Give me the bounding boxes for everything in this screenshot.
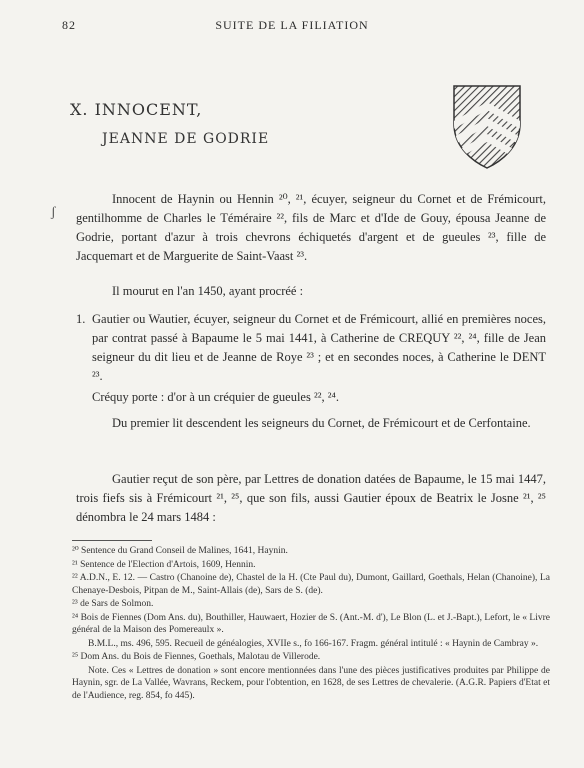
footnote: ²⁰ Sentence du Grand Conseil de Malines, 1641, Haynin. — [72, 546, 288, 556]
paragraph-1: Innocent de Haynin ou Hennin ²⁰, ²¹, écuyer, seigneur du Cornet et de Frémicourt, gentilhomme de Charles le Téméraire ²², fils de Marc et d'Ide de Gouy, épousa Jeanne de Godrie, portant d'azur à trois chevrons échiquetés d'argent et de gueules ²³, fille de Jacquemart et de Marguerite de Saint-Vaast ²³. — [76, 192, 546, 263]
footnotes — [72, 545, 550, 703]
footnote-rule — [72, 540, 152, 541]
footnote: ²³ de Sars de Solmon. — [72, 599, 154, 609]
list-item — [76, 310, 546, 407]
title-line-2: JEANNE DE GODRIE — [102, 131, 270, 147]
footnote-note: Note. Ces « Lettres de donation » sont encore mentionnées dans l'une des pièces justificatives produites par Philippe de Haynin, sgr. de La Vallée, Wavrans, Reckem, pour l'obtention, en 1628, de ses Lettres de chevalerie. (A.G.R. Papiers d'Etat et de l'Audience, reg. 854, fo 445). — [72, 665, 550, 701]
list-item-blazon: Créquy porte : d'or à un créquier de gueules ²², ²⁴. — [92, 390, 339, 404]
chapter-title — [70, 100, 269, 147]
page-header — [0, 18, 584, 38]
footnote: ²² A.D.N., E. 12. — Castro (Chanoine de), Chastel de la H. (Cte Paul du), Dumont, Gaillard, Goethals, Helan (Chanoine), La Chenaye-Desbois, Pitpan de M., Saint-Allais (de), Sars de S. (de). — [72, 573, 550, 596]
list-item-number: 1. — [76, 312, 86, 326]
coat-of-arms-shield-icon — [452, 84, 522, 170]
list-item-text: Gautier ou Wautier, écuyer, seigneur du Cornet et de Frémicourt, allié en premières noces, par contrat passé à Bapaume le 5 mai 1441, à Catherine de CREQUY ²², ²⁴, fille de Jean seigneur du dit lieu et de Jeanne de Roye ²³ ; et en secondes noces, à Catherine le DENT ²³. — [92, 312, 546, 383]
footnote: ²¹ Sentence de l'Election d'Artois, 1609, Hennin. — [72, 559, 256, 570]
paragraph-2: Il mourut en l'an 1450, ayant procréé : — [112, 284, 304, 298]
paragraph-4: Gautier reçut de son père, par Lettres de donation datées de Bapaume, le 15 mai 1447, trois fiefs sis à Frémicourt ²¹, ²⁵, que son fils, aussi Gautier époux de Beatrix le Josne ²¹, ²⁵ dénombra le 24 mars 1484 : — [76, 472, 546, 524]
margin-mark: ʃ — [51, 205, 56, 220]
footnote: ²⁵ Dom Ans. du Bois de Fiennes, Goethals, Malotau de Villerode. — [72, 652, 321, 662]
page-number: 82 — [62, 18, 76, 32]
footnote: ²⁴ Bois de Fiennes (Dom Ans. du), Bouthiller, Hauwaert, Hozier de S. (Ant.-M. d'), Le Blon (L. et J.-Bapt.), Lefort, le « Livre général de la Maison des Pomereaulx ». — [72, 612, 550, 635]
paragraph-3: Du premier lit descendent les seigneurs du Cornet, de Frémicourt et de Cerfontaine. — [112, 416, 531, 430]
title-line-1: X. INNOCENT, — [70, 100, 203, 119]
footnote: B.M.L., ms. 496, 595. Recueil de généalogies, XVIIe s., fo 166-167. Fragm. général intitulé : « Haynin de Cambray ». — [88, 638, 539, 649]
running-title: SUITE DE LA FILIATION — [215, 18, 369, 32]
